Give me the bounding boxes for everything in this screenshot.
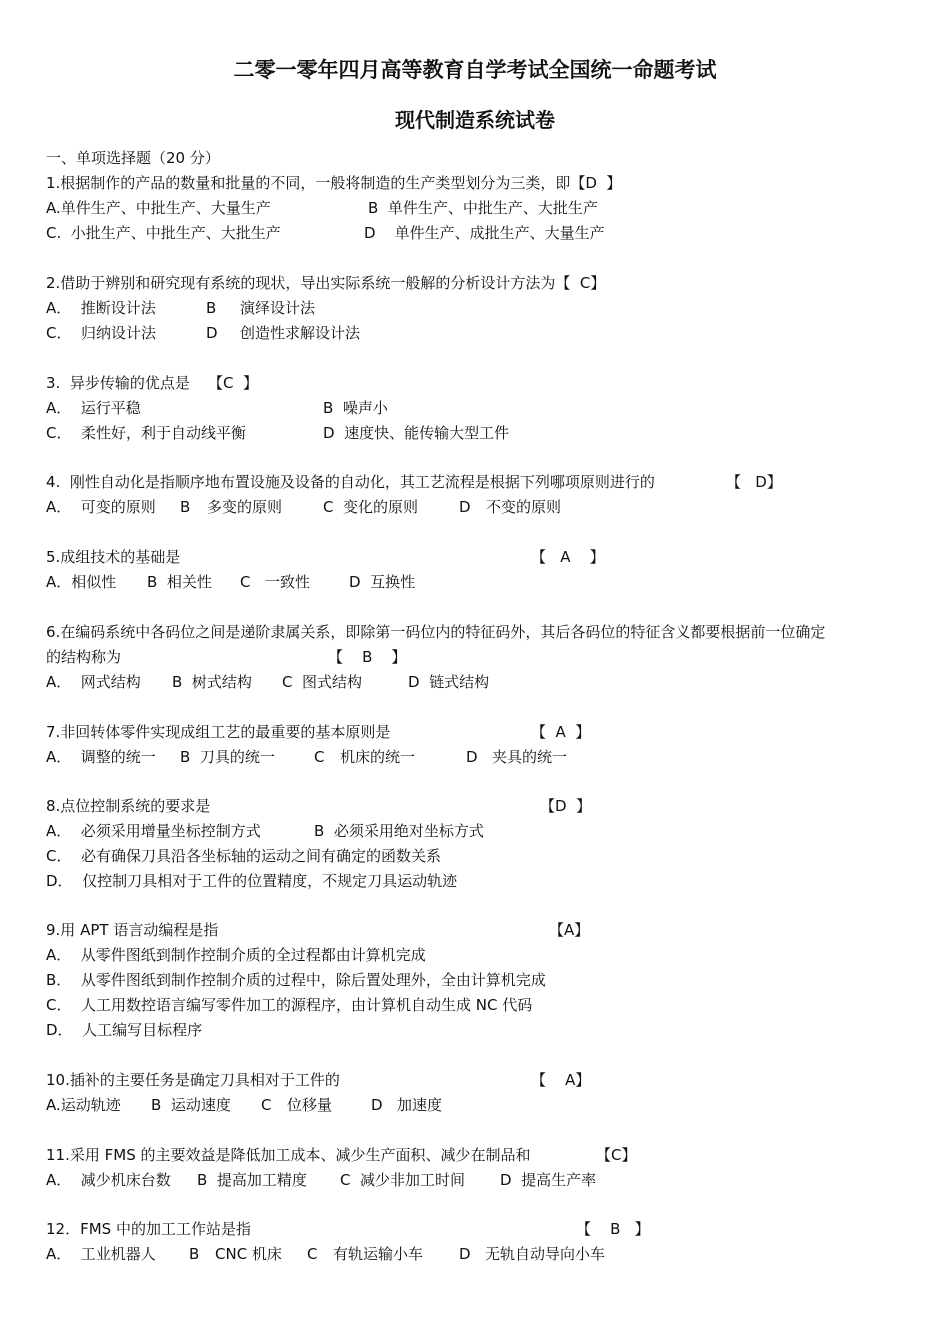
option-b: B 相关性 <box>147 573 212 591</box>
option-c-letter: C <box>314 748 325 766</box>
option-c-text: 位移量 <box>287 1096 333 1114</box>
question-stem: 2.借助于辨别和研究现有系统的现状，导出实际系统一般解的分析设计方法为【 C】 <box>46 274 606 292</box>
option-a: A． 必须采用增量坐标控制方式 <box>46 822 261 840</box>
option-c-text: 有轨运输小车 <box>333 1245 424 1263</box>
option-d-text: 无轨自动导向小车 <box>485 1245 606 1263</box>
section-heading: 一、单项选择题（20 分） <box>46 149 220 167</box>
answer-bracket: 【 B 】 <box>576 1220 650 1238</box>
option-c: C 减少非加工时间 <box>340 1171 466 1189</box>
option-d-text: 加速度 <box>397 1096 443 1114</box>
question-stem: 5.成组技术的基础是 <box>46 548 181 566</box>
answer-bracket: 【A】 <box>549 921 590 939</box>
option-a: A． 可变的原则 <box>46 498 156 516</box>
option-c: C 变化的原则 <box>323 498 419 516</box>
option-a: A． 网式结构 <box>46 673 141 691</box>
exam-title: 二零一零年四月高等教育自学考试全国统一命题考试 <box>233 58 717 82</box>
option-a: A.运动轨迹 <box>46 1096 121 1114</box>
question-stem: 3. 异步传输的优点是 <box>46 374 190 392</box>
option-b: B 提高加工精度 <box>197 1171 307 1189</box>
option-a: A.单件生产、中批生产、大量生产 <box>46 199 271 217</box>
answer-bracket: 【 A 】 <box>531 548 605 566</box>
option-c: C． 归纳设计法 <box>46 324 157 342</box>
answer-bracket: 【 A】 <box>531 1071 591 1089</box>
exam-subtitle: 现代制造系统试卷 <box>395 108 555 132</box>
answer-bracket: 【C】 <box>596 1146 637 1164</box>
answer-bracket: 【 B 】 <box>328 648 407 666</box>
option-a: A． 减少机床台数 <box>46 1171 171 1189</box>
option-c-text: 一致性 <box>265 573 311 591</box>
option-c-text: 机床的统一 <box>340 748 416 766</box>
option-d: D． 人工编写目标程序 <box>46 1021 203 1039</box>
option-d-text: 创造性求解设计法 <box>240 324 361 342</box>
answer-bracket: 【 A 】 <box>531 723 591 741</box>
option-b: B 必须采用绝对坐标方式 <box>314 822 484 840</box>
option-b: B 噪声小 <box>323 399 388 417</box>
option-d-letter: D <box>371 1096 383 1114</box>
option-b-letter: B <box>189 1245 200 1263</box>
option-a: A． 工业机器人 <box>46 1245 156 1263</box>
answer-bracket: 【D 】 <box>540 797 592 815</box>
question-stem: 7.非回转体零件实现成组工艺的最重要的基本原则是 <box>46 723 391 741</box>
option-b: B． 从零件图纸到制作控制介质的过程中，除后置处理外，全由计算机完成 <box>46 971 546 989</box>
question-stem: 9.用 APT 语言动编程是指 <box>46 921 219 939</box>
option-b: B 刀具的统一 <box>180 748 275 766</box>
answer-bracket: 【 D】 <box>726 473 782 491</box>
option-d-text: 夹具的统一 <box>492 748 568 766</box>
question-stem: 8.点位控制系统的要求是 <box>46 797 211 815</box>
option-b-letter: B <box>180 498 191 516</box>
option-d-text: 不变的原则 <box>486 498 562 516</box>
option-b: B 单件生产、中批生产、大批生产 <box>368 199 598 217</box>
option-c-letter: C <box>261 1096 272 1114</box>
option-d-letter: D <box>206 324 218 342</box>
option-d: D． 仅控制刀具相对于工件的位置精度，不规定刀具运动轨迹 <box>46 872 458 890</box>
question-stem: 4. 刚性自动化是指顺序地布置设施及设备的自动化，其工艺流程是根据下列哪项原则进行的 <box>46 473 655 491</box>
option-a: A． 调整的统一 <box>46 748 156 766</box>
option-c-letter: C <box>240 573 251 591</box>
option-a: A． 从零件图纸到制作控制介质的全过程都由计算机完成 <box>46 946 426 964</box>
option-b-letter: B <box>206 299 217 317</box>
option-b: B 树式结构 <box>172 673 252 691</box>
question-stem: 12．FMS 中的加工工作站是指 <box>46 1220 251 1238</box>
option-d: D 互换性 <box>349 573 416 591</box>
option-a: A．相似性 <box>46 573 117 591</box>
option-b: B 运动速度 <box>151 1096 231 1114</box>
option-c: C． 柔性好，利于自动线平衡 <box>46 424 247 442</box>
question-stem: 6.在编码系统中各码位之间是递阶隶属关系，即除第一码位内的特征码外，其后各码位的特征含义都要根据前一位确定 <box>46 623 826 641</box>
option-c: C． 必有确保刀具沿各坐标轴的运动之间有确定的函数关系 <box>46 847 442 865</box>
option-d-letter: D <box>466 748 478 766</box>
option-c-letter: C <box>307 1245 318 1263</box>
option-d: D 提高生产率 <box>500 1171 597 1189</box>
option-c: C. 小批生产、中批生产、大批生产 <box>46 224 281 242</box>
option-d-letter: D <box>459 498 471 516</box>
option-c: C 图式结构 <box>282 673 363 691</box>
question-stem: 11.采用 FMS 的主要效益是降低加工成本、减少生产面积、减少在制品和 <box>46 1146 531 1164</box>
option-c: C． 人工用数控语言编写零件加工的源程序，由计算机自动生成 NC 代码 <box>46 996 533 1014</box>
question-stem: 1.根据制作的产品的数量和批量的不同，一般将制造的生产类型划分为三类，即【D 】 <box>46 174 622 192</box>
option-b-text: CNC 机床 <box>215 1245 282 1263</box>
option-b-text: 演绎设计法 <box>240 299 316 317</box>
question-stem-cont: 的结构称为 <box>46 648 122 666</box>
option-d: D 速度快、能传输大型工件 <box>323 424 510 442</box>
option-d-letter: D <box>459 1245 471 1263</box>
option-d: D 单件生产、成批生产、大量生产 <box>364 224 605 242</box>
answer-bracket: 【C 】 <box>208 374 259 392</box>
option-a: A． 运行平稳 <box>46 399 141 417</box>
option-b-text: 多变的原则 <box>207 498 283 516</box>
option-d: D 链式结构 <box>408 673 490 691</box>
option-a: A． 推断设计法 <box>46 299 156 317</box>
question-stem: 10.插补的主要任务是确定刀具相对于工件的 <box>46 1071 340 1089</box>
